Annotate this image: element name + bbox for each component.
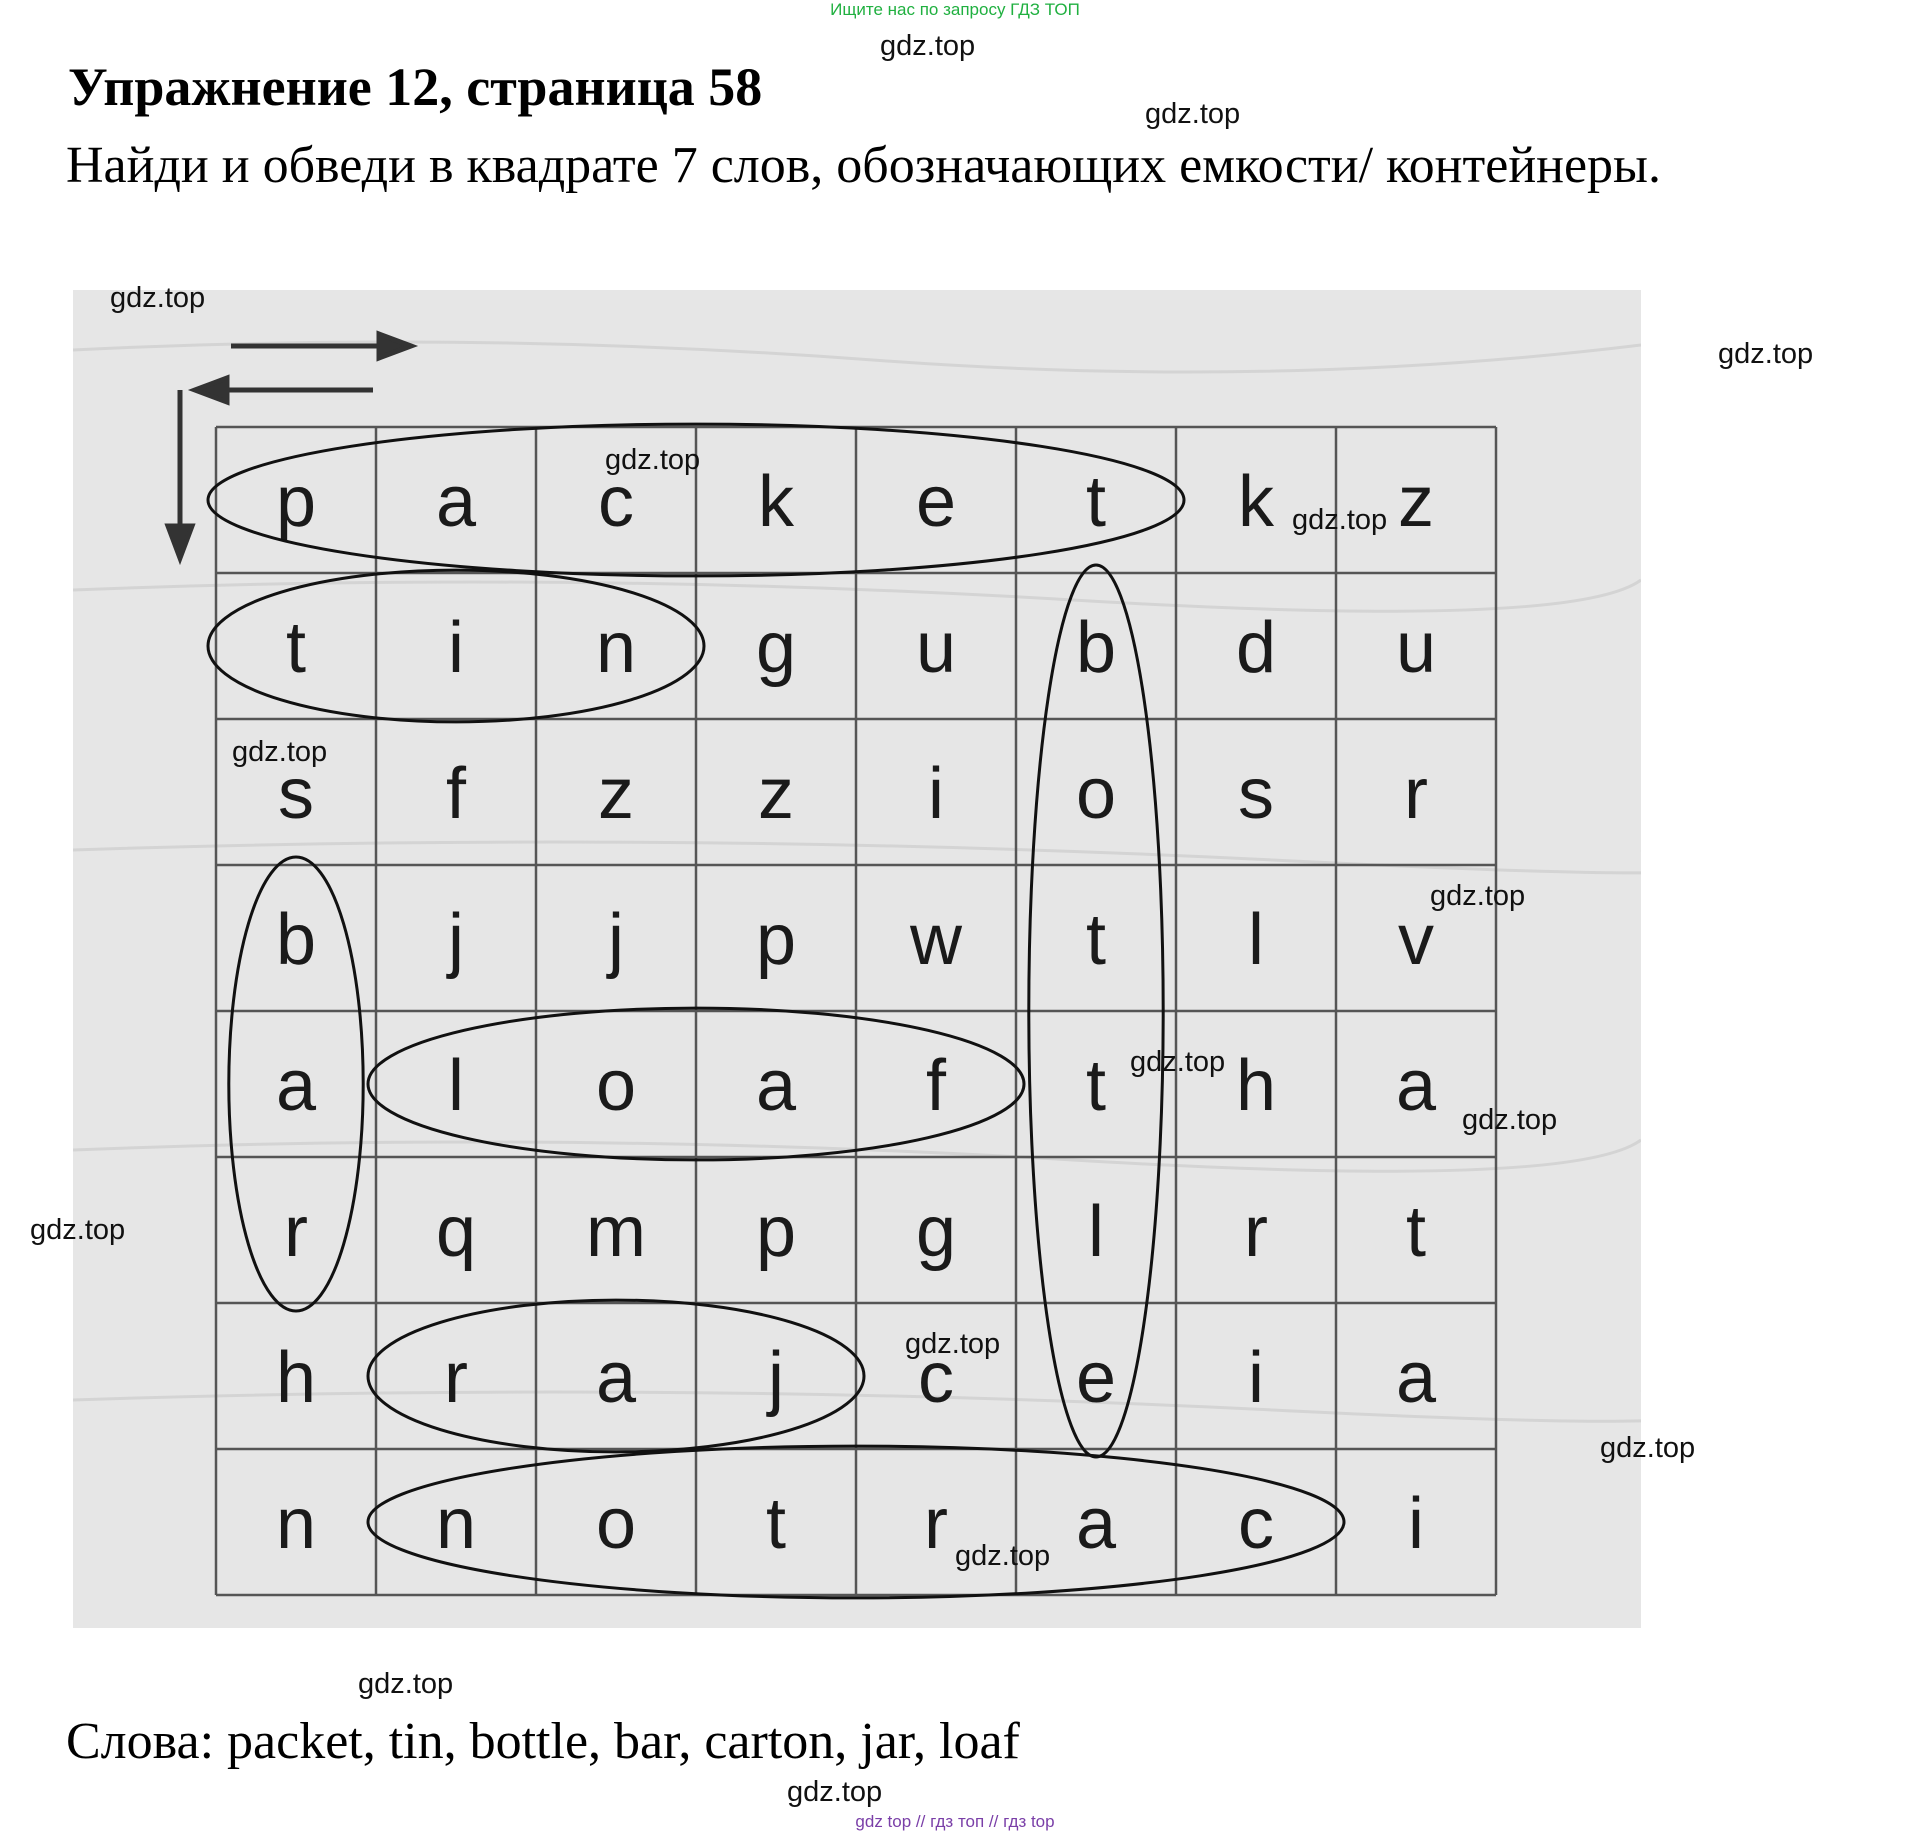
watermark: gdz.top (1430, 880, 1526, 912)
grid-letter: r (284, 1192, 308, 1272)
watermark: gdz.top (605, 444, 701, 476)
grid-letter: o (595, 1046, 637, 1126)
word-search-grid (73, 290, 1641, 1628)
grid-letter: v (1398, 900, 1434, 980)
grid-letter: n (275, 1484, 317, 1564)
watermark: gdz.top (1292, 504, 1388, 536)
watermark: gdz.top (880, 30, 976, 62)
grid-letter: o (1075, 754, 1117, 834)
grid-letter: k (1238, 462, 1274, 542)
grid-letter: h (1235, 1046, 1277, 1126)
grid-letter: c (598, 462, 634, 542)
top-search-hint[interactable]: Ищите нас по запросу ГДЗ ТОП (830, 0, 1080, 19)
grid-letter: s (278, 754, 314, 834)
watermark: gdz.top (1145, 98, 1241, 130)
grid-letter: a (1395, 1046, 1437, 1126)
grid-letter: u (1395, 608, 1437, 688)
right-arrow-icon (231, 334, 411, 358)
grid-letter: c (1238, 1484, 1274, 1564)
grid-letter: t (1085, 900, 1107, 980)
grid-letter: i (928, 754, 944, 834)
grid-letter: r (1404, 754, 1428, 834)
down-arrow-icon (168, 390, 192, 558)
grid-letter: e (1075, 1338, 1117, 1418)
watermark: gdz.top (787, 1776, 883, 1808)
grid-letter: l (1088, 1192, 1104, 1272)
word-search-puzzle (73, 290, 1641, 1628)
grid-letter: z (1398, 462, 1434, 542)
grid-letter: z (758, 754, 794, 834)
grid-letter: g (915, 1192, 957, 1272)
grid-letter: r (444, 1338, 468, 1418)
task-text: Найди и обведи в квадрате 7 слов, обозначающих емкости/ контейнеры. (66, 137, 1661, 194)
grid-letter: n (595, 608, 637, 688)
grid-letter: i (1408, 1484, 1424, 1564)
grid-letter: k (758, 462, 794, 542)
grid-letter: f (445, 754, 467, 834)
grid-letter: a (1395, 1338, 1437, 1418)
grid-letter: d (1235, 608, 1277, 688)
grid-letter: b (275, 900, 317, 980)
grid-letter: t (285, 608, 307, 688)
grid-letter: p (755, 1192, 797, 1272)
left-arrow-icon (195, 378, 373, 402)
grid-letter: q (435, 1192, 477, 1272)
grid-letter: i (1248, 1338, 1264, 1418)
grid-letter: r (924, 1484, 948, 1564)
grid-letter: t (1405, 1192, 1427, 1272)
grid-letter: j (608, 900, 624, 980)
watermark: gdz.top (1600, 1432, 1696, 1464)
exercise-heading: Упражнение 12, страница 58 (68, 57, 763, 117)
grid-letter: a (1075, 1484, 1117, 1564)
grid-letter: u (915, 608, 957, 688)
grid-letter: t (1085, 462, 1107, 542)
grid-letter: z (598, 754, 634, 834)
grid-letter: c (918, 1338, 954, 1418)
watermark: gdz.top (1718, 338, 1814, 370)
grid-letter: l (1248, 900, 1264, 980)
grid-letter: r (1244, 1192, 1268, 1272)
grid-letter: t (765, 1484, 787, 1564)
grid-letter: f (925, 1046, 947, 1126)
grid-letter: a (435, 462, 477, 542)
grid-letter: l (448, 1046, 464, 1126)
grid-letter: a (595, 1338, 637, 1418)
grid-letter: p (275, 462, 317, 542)
grid-letter: s (1238, 754, 1274, 834)
watermark: gdz.top (30, 1214, 126, 1246)
grid-letter: h (275, 1338, 317, 1418)
bottom-links[interactable]: gdz top // гдз топ // гдз top (855, 1812, 1055, 1831)
grid-letter: a (755, 1046, 797, 1126)
watermark: gdz.top (232, 736, 328, 768)
watermark: gdz.top (110, 282, 206, 314)
grid-letter: b (1075, 608, 1117, 688)
grid-letter: j (768, 1338, 784, 1418)
watermark: gdz.top (1130, 1046, 1226, 1078)
grid-letter: p (755, 900, 797, 980)
grid-letter: j (448, 900, 464, 980)
watermark: gdz.top (358, 1668, 454, 1700)
grid-letter: w (910, 900, 962, 980)
watermark: gdz.top (905, 1328, 1001, 1360)
grid-letter: a (275, 1046, 317, 1126)
grid-letter: t (1085, 1046, 1107, 1126)
grid-letter: m (586, 1192, 646, 1272)
grid-letter: i (448, 608, 464, 688)
grid-letter: n (435, 1484, 477, 1564)
watermark: gdz.top (955, 1540, 1051, 1572)
grid-letter: g (755, 608, 797, 688)
grid-letter: e (915, 462, 957, 542)
answer-words: Слова: packet, tin, bottle, bar, carton, jar, loaf (66, 1713, 1020, 1770)
grid-letter: o (595, 1484, 637, 1564)
watermark: gdz.top (1462, 1104, 1558, 1136)
